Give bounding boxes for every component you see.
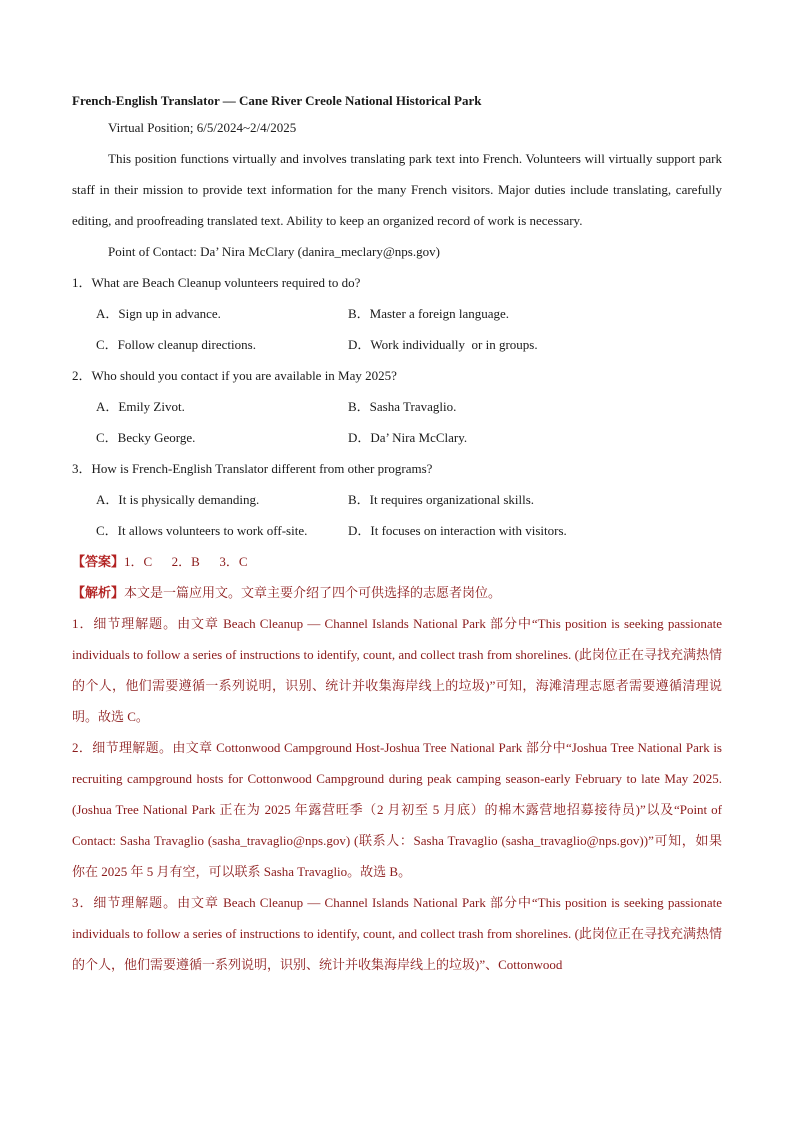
document-page <box>72 90 722 980</box>
question-1 <box>72 267 722 360</box>
section-title: French-English Translator — Cane River Creole National Historical Park <box>72 93 482 108</box>
option-a: A．Emily Zivot. <box>96 399 185 414</box>
question-2 <box>72 360 722 453</box>
analysis-item-1: 1．细节理解题。由文章 Beach Cleanup — Channel Islands National Park 部分中“This position is seeking passionate individuals to follow a series of instructions to identify, count, and collect trash from shorelines. (此岗位正在寻找充满热情的个人，他们需要遵循一系列说明，识别、统计并收集海岸线上的垃圾)”可知，海滩清理志愿者需要遵循清理说明。故选 C。 <box>72 616 722 724</box>
option-d: D．It focuses on interaction with visitors. <box>348 523 567 538</box>
option-c: C．Becky George. <box>96 430 196 445</box>
analysis-intro-text: 本文是一篇应用文。文章主要介绍了四个可供选择的志愿者岗位。 <box>124 585 502 600</box>
option-a: A．Sign up in advance. <box>96 306 221 321</box>
question-options <box>72 391 722 453</box>
answer-line <box>72 546 722 577</box>
analysis-item-2: 2．细节理解题。由文章 Cottonwood Campground Host-Joshua Tree National Park 部分中“Joshua Tree National Park is recruiting campground hosts for Cottonwood Campground during peak camping season-early February to late May 2025. (Joshua Tree National Park 正在为 2025 年露营旺季（2 月初至 5 月底）的棉木露营地招募接待员)”以及“Point of Contact: Sasha Travaglio (sasha_travaglio@nps.gov) (联系人：Sasha Travaglio (sasha_travaglio@nps.gov))”可知，如果你在 2025 年 5 月有空，可以联系 Sasha Travaglio。故选 B。 <box>72 740 722 879</box>
question-options <box>72 298 722 360</box>
question-3 <box>72 453 722 546</box>
question-options <box>72 484 722 546</box>
question-stem: 3．How is French-English Translator different from other programs? <box>72 461 433 476</box>
position-line: Virtual Position; 6/5/2024~2/4/2025 <box>108 120 297 135</box>
question-stem: 1．What are Beach Cleanup volunteers required to do? <box>72 275 361 290</box>
analysis-label: 【解析】 <box>72 585 125 600</box>
answer-text: 1．C 2．B 3．C <box>124 554 248 569</box>
option-b: B．Sasha Travaglio. <box>348 399 457 414</box>
option-b: B．Master a foreign language. <box>348 306 510 321</box>
option-d: D．Work individually or in groups. <box>348 337 538 352</box>
analysis-item-3: 3．细节理解题。由文章 Beach Cleanup — Channel Islands National Park 部分中“This position is seeking passionate individuals to follow a series of instructions to identify, count, and collect trash from shorelines. (此岗位正在寻找充满热情的个人，他们需要遵循一系列说明，识别、统计并收集海岸线上的垃圾)”、Cottonwood <box>72 895 722 972</box>
position-description: This position functions virtually and involves translating park text into French. Volunteers will virtually support park staff in their mission to provide text information for the many French visitors. Major duties include translating, carefully editing, and proofreading translated text. Ability to keep an organized record of work is necessary. <box>72 151 722 228</box>
option-b: B．It requires organizational skills. <box>348 492 535 507</box>
option-d: D．Da’ Nira McClary. <box>348 430 468 445</box>
option-c: C．It allows volunteers to work off-site. <box>96 523 308 538</box>
question-stem: 2．Who should you contact if you are available in May 2025? <box>72 368 397 383</box>
analysis-intro <box>72 577 722 608</box>
option-c: C．Follow cleanup directions. <box>96 337 256 352</box>
option-a: A．It is physically demanding. <box>96 492 260 507</box>
answer-label: 【答案】 <box>72 554 125 569</box>
contact-line: Point of Contact: Da’ Nira McClary (danira_meclary@nps.gov) <box>108 244 440 259</box>
